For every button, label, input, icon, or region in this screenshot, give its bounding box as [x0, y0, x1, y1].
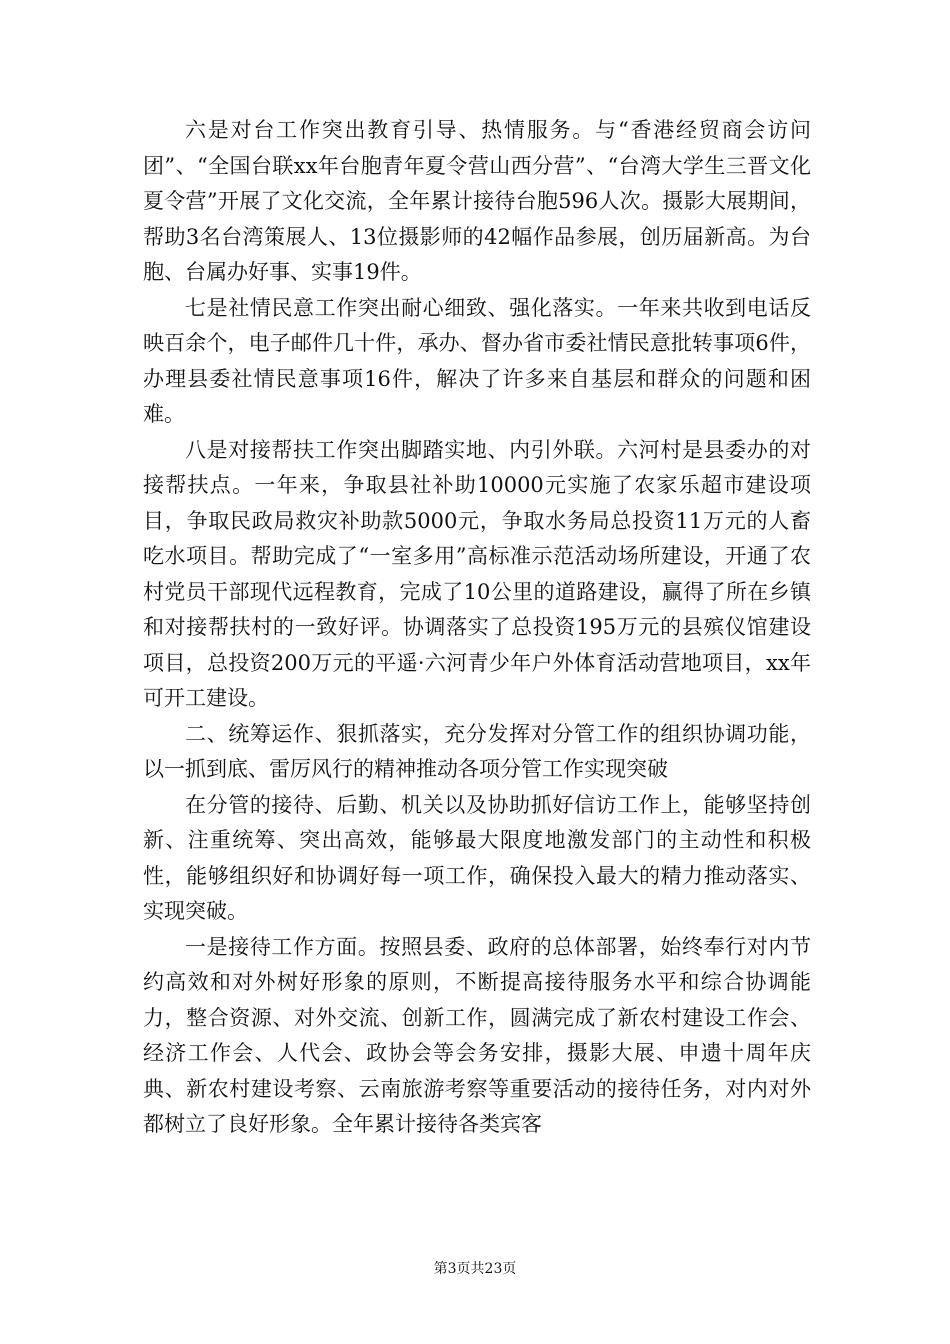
paragraph-managed-work: 在分管的接待、后勤、机关以及协助抓好信访工作上，能够坚持创新、注重统筹、突出高效，能够最大限度地激发部门的主动性和积极性，能够组织好和协调好每一项工作，确保投入最大的精力推动落实、实现突破。 — [143, 792, 811, 923]
paragraph-reception-work: 一是接待工作方面。按照县委、政府的总体部署，始终奉行对内节约高效和对外树好形象的原则，不断提高接待服务水平和综合协调能力，整合资源、对外交流、创新工作，圆满完成了新农村建设工作会、经济工作会、人代会、政协会等会务安排，摄影大展、申遗十周年庆典、新农村建设考察、云南旅游考察等重要活动的接待任务，对内对外都树立了良好形象。全年累计接待各类宾客 — [143, 934, 811, 1136]
paragraph-taiwan-work: 六是对台工作突出教育引导、热情服务。与“香港经贸商会访问团”、“全国台联xx年台胞青年夏令营山西分营”、“台湾大学生三晋文化夏令营”开展了文化交流，全年累计接待台胞596人次。摄影大展期间，帮助3名台湾策展人、13位摄影师的42幅作品参展，创历届新高。为台胞、台属办好事、实事19件。 — [143, 118, 811, 284]
section-heading-coordination: 二、统筹运作、狠抓落实，充分发挥对分管工作的组织协调功能，以一抓到底、雷厉风行的精神推动各项分管工作实现突破 — [143, 721, 811, 781]
paragraph-public-opinion: 七是社情民意工作突出耐心细致、强化落实。一年来共收到电话反映百余个，电子邮件几十件，承办、督办省市委社情民意批转事项6件，办理县委社情民意事项16件，解决了许多来自基层和群众的问题和困难。 — [143, 295, 811, 426]
page-number-footer: 第3页共23页 — [433, 1261, 517, 1277]
paragraph-assistance-work: 八是对接帮扶工作突出脚踏实地、内引外联。六河村是县委办的对接帮扶点。一年来，争取县社补助10000元实施了农家乐超市建设项目，争取民政局救灾补助款5000元，争取水务局总投资11万元的人畜吃水项目。帮助完成了“一室多用”高标准示范活动场所建设，开通了农村党员干部现代远程教育，完成了10公里的道路建设，赢得了所在乡镇和对接帮扶村的一致好评。协调落实了总投资195万元的县殡仪馆建设项目，总投资200万元的平遥·六河青少年户外体育活动营地项目，xx年可开工建设。 — [143, 437, 811, 710]
document-body — [143, 113, 811, 1143]
